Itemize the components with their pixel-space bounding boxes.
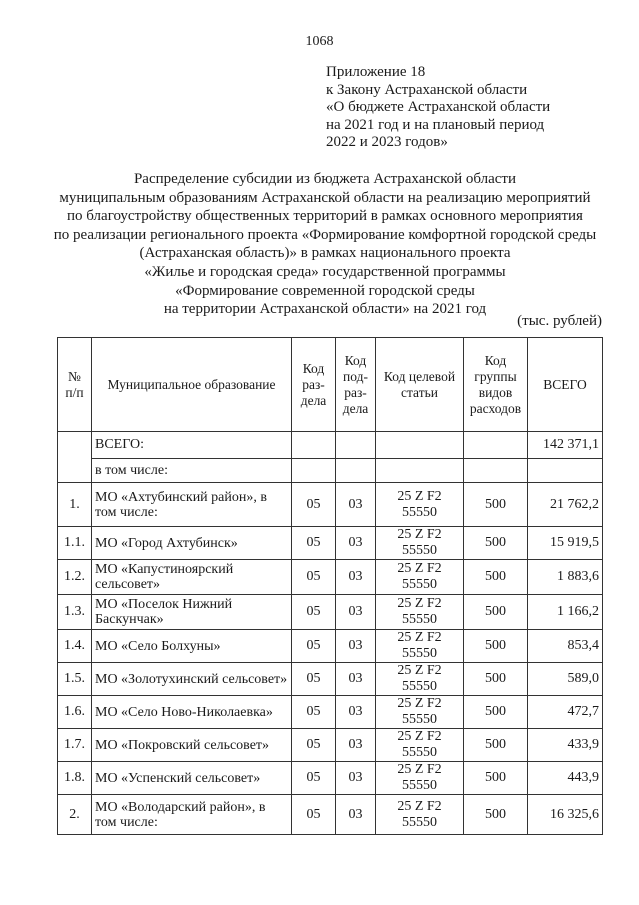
cell-expense: 500: [464, 696, 528, 729]
cell-expense: 500: [464, 560, 528, 595]
cell-subsection: 03: [336, 729, 376, 762]
table-row-including: [58, 459, 603, 483]
cell-target: 25 Z F2 55550: [376, 663, 464, 696]
cell-mo-name: МО «Село Ново-Николаевка»: [92, 696, 292, 729]
cell-empty: [336, 432, 376, 459]
cell-section: 05: [292, 560, 336, 595]
cell-subsection: 03: [336, 762, 376, 795]
cell-target: 25 Z F2 55550: [376, 630, 464, 663]
cell-total: 15 919,5: [528, 527, 603, 560]
cell-num: 1.7.: [58, 729, 92, 762]
cell-mo-name: МО «Ахтубинский район», в том числе:: [92, 483, 292, 527]
cell-target: 25 Z F2 55550: [376, 729, 464, 762]
appendix-line: к Закону Астраханской области: [326, 81, 528, 98]
appendix-line: 2022 и 2023 годов»: [326, 134, 448, 150]
cell-target: 25 Z F2 55550: [376, 527, 464, 560]
cell-expense: 500: [464, 729, 528, 762]
cell-target: 25 Z F2 55550: [376, 595, 464, 630]
page-number: 1068: [305, 34, 334, 49]
table-row: [58, 483, 603, 527]
cell-target: 25 Z F2 55550: [376, 560, 464, 595]
cell-num: 1.6.: [58, 696, 92, 729]
cell-mo-name: МО «Село Болхуны»: [92, 630, 292, 663]
title-line: муниципальным образованиям Астраханской области на реализацию мероприятий: [59, 189, 591, 206]
cell-total-label: ВСЕГО:: [92, 432, 292, 459]
cell-total: 433,9: [528, 729, 603, 762]
table-row: [58, 729, 603, 762]
cell-num: 1.5.: [58, 663, 92, 696]
cell-target: 25 Z F2 55550: [376, 795, 464, 835]
table-row: [58, 762, 603, 795]
cell-empty: [292, 459, 336, 483]
cell-total: 1 166,2: [528, 595, 603, 630]
cell-mo-name: МО «Успенский сельсовет»: [92, 762, 292, 795]
cell-expense: 500: [464, 630, 528, 663]
appendix-line: «О бюджете Астраханской области: [326, 99, 551, 115]
cell-mo-name: МО «Золотухинский сельсовет»: [92, 663, 292, 696]
subsidy-table: [57, 337, 603, 835]
cell-subsection: 03: [336, 795, 376, 835]
header-section: Код раз-дела: [292, 338, 336, 432]
cell-section: 05: [292, 663, 336, 696]
cell-empty: [464, 432, 528, 459]
cell-section: 05: [292, 696, 336, 729]
appendix-line: на 2021 год и на плановый период: [326, 116, 545, 133]
table-row: [58, 696, 603, 729]
cell-num: 1.4.: [58, 630, 92, 663]
appendix-block: [326, 64, 626, 152]
cell-total: 853,4: [528, 630, 603, 663]
table-row-total: [58, 432, 603, 459]
cell-subsection: 03: [336, 630, 376, 663]
title-line: по реализации регионального проекта «Формирование комфортной городской среды: [53, 226, 597, 243]
cell-total: 21 762,2: [528, 483, 603, 527]
header-total: ВСЕГО: [528, 338, 603, 432]
cell-mo-name: МО «Покровский сельсовет»: [92, 729, 292, 762]
cell-section: 05: [292, 795, 336, 835]
cell-section: 05: [292, 762, 336, 795]
cell-including-label: в том числе:: [92, 459, 292, 483]
cell-total: 443,9: [528, 762, 603, 795]
table-row: [58, 560, 603, 595]
cell-target: 25 Z F2 55550: [376, 696, 464, 729]
title-line: на территории Астраханской области» на 2021 год: [163, 301, 487, 318]
header-mo: Муниципальное образование: [92, 338, 292, 432]
cell-empty: [528, 459, 603, 483]
header-subsection: Код под-раз-дела: [336, 338, 376, 432]
cell-total: 589,0: [528, 663, 603, 696]
header-num: № п/п: [58, 338, 92, 432]
cell-num-empty: [58, 432, 92, 483]
cell-mo-name: МО «Поселок Нижний Баскунчак»: [92, 595, 292, 630]
cell-expense: 500: [464, 483, 528, 527]
cell-expense: 500: [464, 595, 528, 630]
table-row: [58, 595, 603, 630]
title-line: «Формирование современной городской среды: [175, 282, 475, 299]
cell-section: 05: [292, 527, 336, 560]
cell-num: 1.2.: [58, 560, 92, 595]
cell-section: 05: [292, 483, 336, 527]
cell-target: 25 Z F2 55550: [376, 762, 464, 795]
cell-num: 2.: [58, 795, 92, 835]
cell-section: 05: [292, 595, 336, 630]
title-line: «Жилье и городская среда» государственной программы: [144, 263, 506, 280]
cell-mo-name: МО «Володарский район», в том числе:: [92, 795, 292, 835]
cell-target: 25 Z F2 55550: [376, 483, 464, 527]
cell-num: 1.3.: [58, 595, 92, 630]
cell-num: 1.: [58, 483, 92, 527]
cell-expense: 500: [464, 762, 528, 795]
document-title: [30, 170, 620, 319]
cell-subsection: 03: [336, 560, 376, 595]
cell-empty: [464, 459, 528, 483]
cell-expense: 500: [464, 795, 528, 835]
cell-num: 1.1.: [58, 527, 92, 560]
header-expense: Код группы видов расходов: [464, 338, 528, 432]
table-row: [58, 663, 603, 696]
appendix-line: Приложение 18: [326, 64, 426, 80]
cell-empty: [376, 459, 464, 483]
cell-empty: [336, 459, 376, 483]
header-target: Код целевой статьи: [376, 338, 464, 432]
cell-expense: 500: [464, 527, 528, 560]
cell-subsection: 03: [336, 527, 376, 560]
cell-expense: 500: [464, 663, 528, 696]
cell-subsection: 03: [336, 483, 376, 527]
cell-mo-name: МО «Город Ахтубинск»: [92, 527, 292, 560]
cell-total: 472,7: [528, 696, 603, 729]
table-row: [58, 527, 603, 560]
table-body: [58, 432, 603, 835]
table-row: [58, 795, 603, 835]
table-row: [58, 630, 603, 663]
units-label: (тыс. рублей): [517, 313, 602, 329]
cell-empty: [376, 432, 464, 459]
title-line: по благоустройству общественных территорий в рамках основного мероприятия: [67, 208, 583, 225]
title-line: Распределение субсидии из бюджета Астраханской области: [133, 171, 517, 187]
cell-mo-name: МО «Капустиноярский сельсовет»: [92, 560, 292, 595]
header-row: [58, 338, 603, 432]
cell-subsection: 03: [336, 663, 376, 696]
title-line: (Астраханская область)» в рамках национального проекта: [139, 245, 511, 262]
cell-section: 05: [292, 630, 336, 663]
cell-total: 1 883,6: [528, 560, 603, 595]
cell-subsection: 03: [336, 595, 376, 630]
cell-empty: [292, 432, 336, 459]
cell-total: 16 325,6: [528, 795, 603, 835]
cell-subsection: 03: [336, 696, 376, 729]
cell-total-value: 142 371,1: [528, 432, 603, 459]
cell-num: 1.8.: [58, 762, 92, 795]
cell-section: 05: [292, 729, 336, 762]
